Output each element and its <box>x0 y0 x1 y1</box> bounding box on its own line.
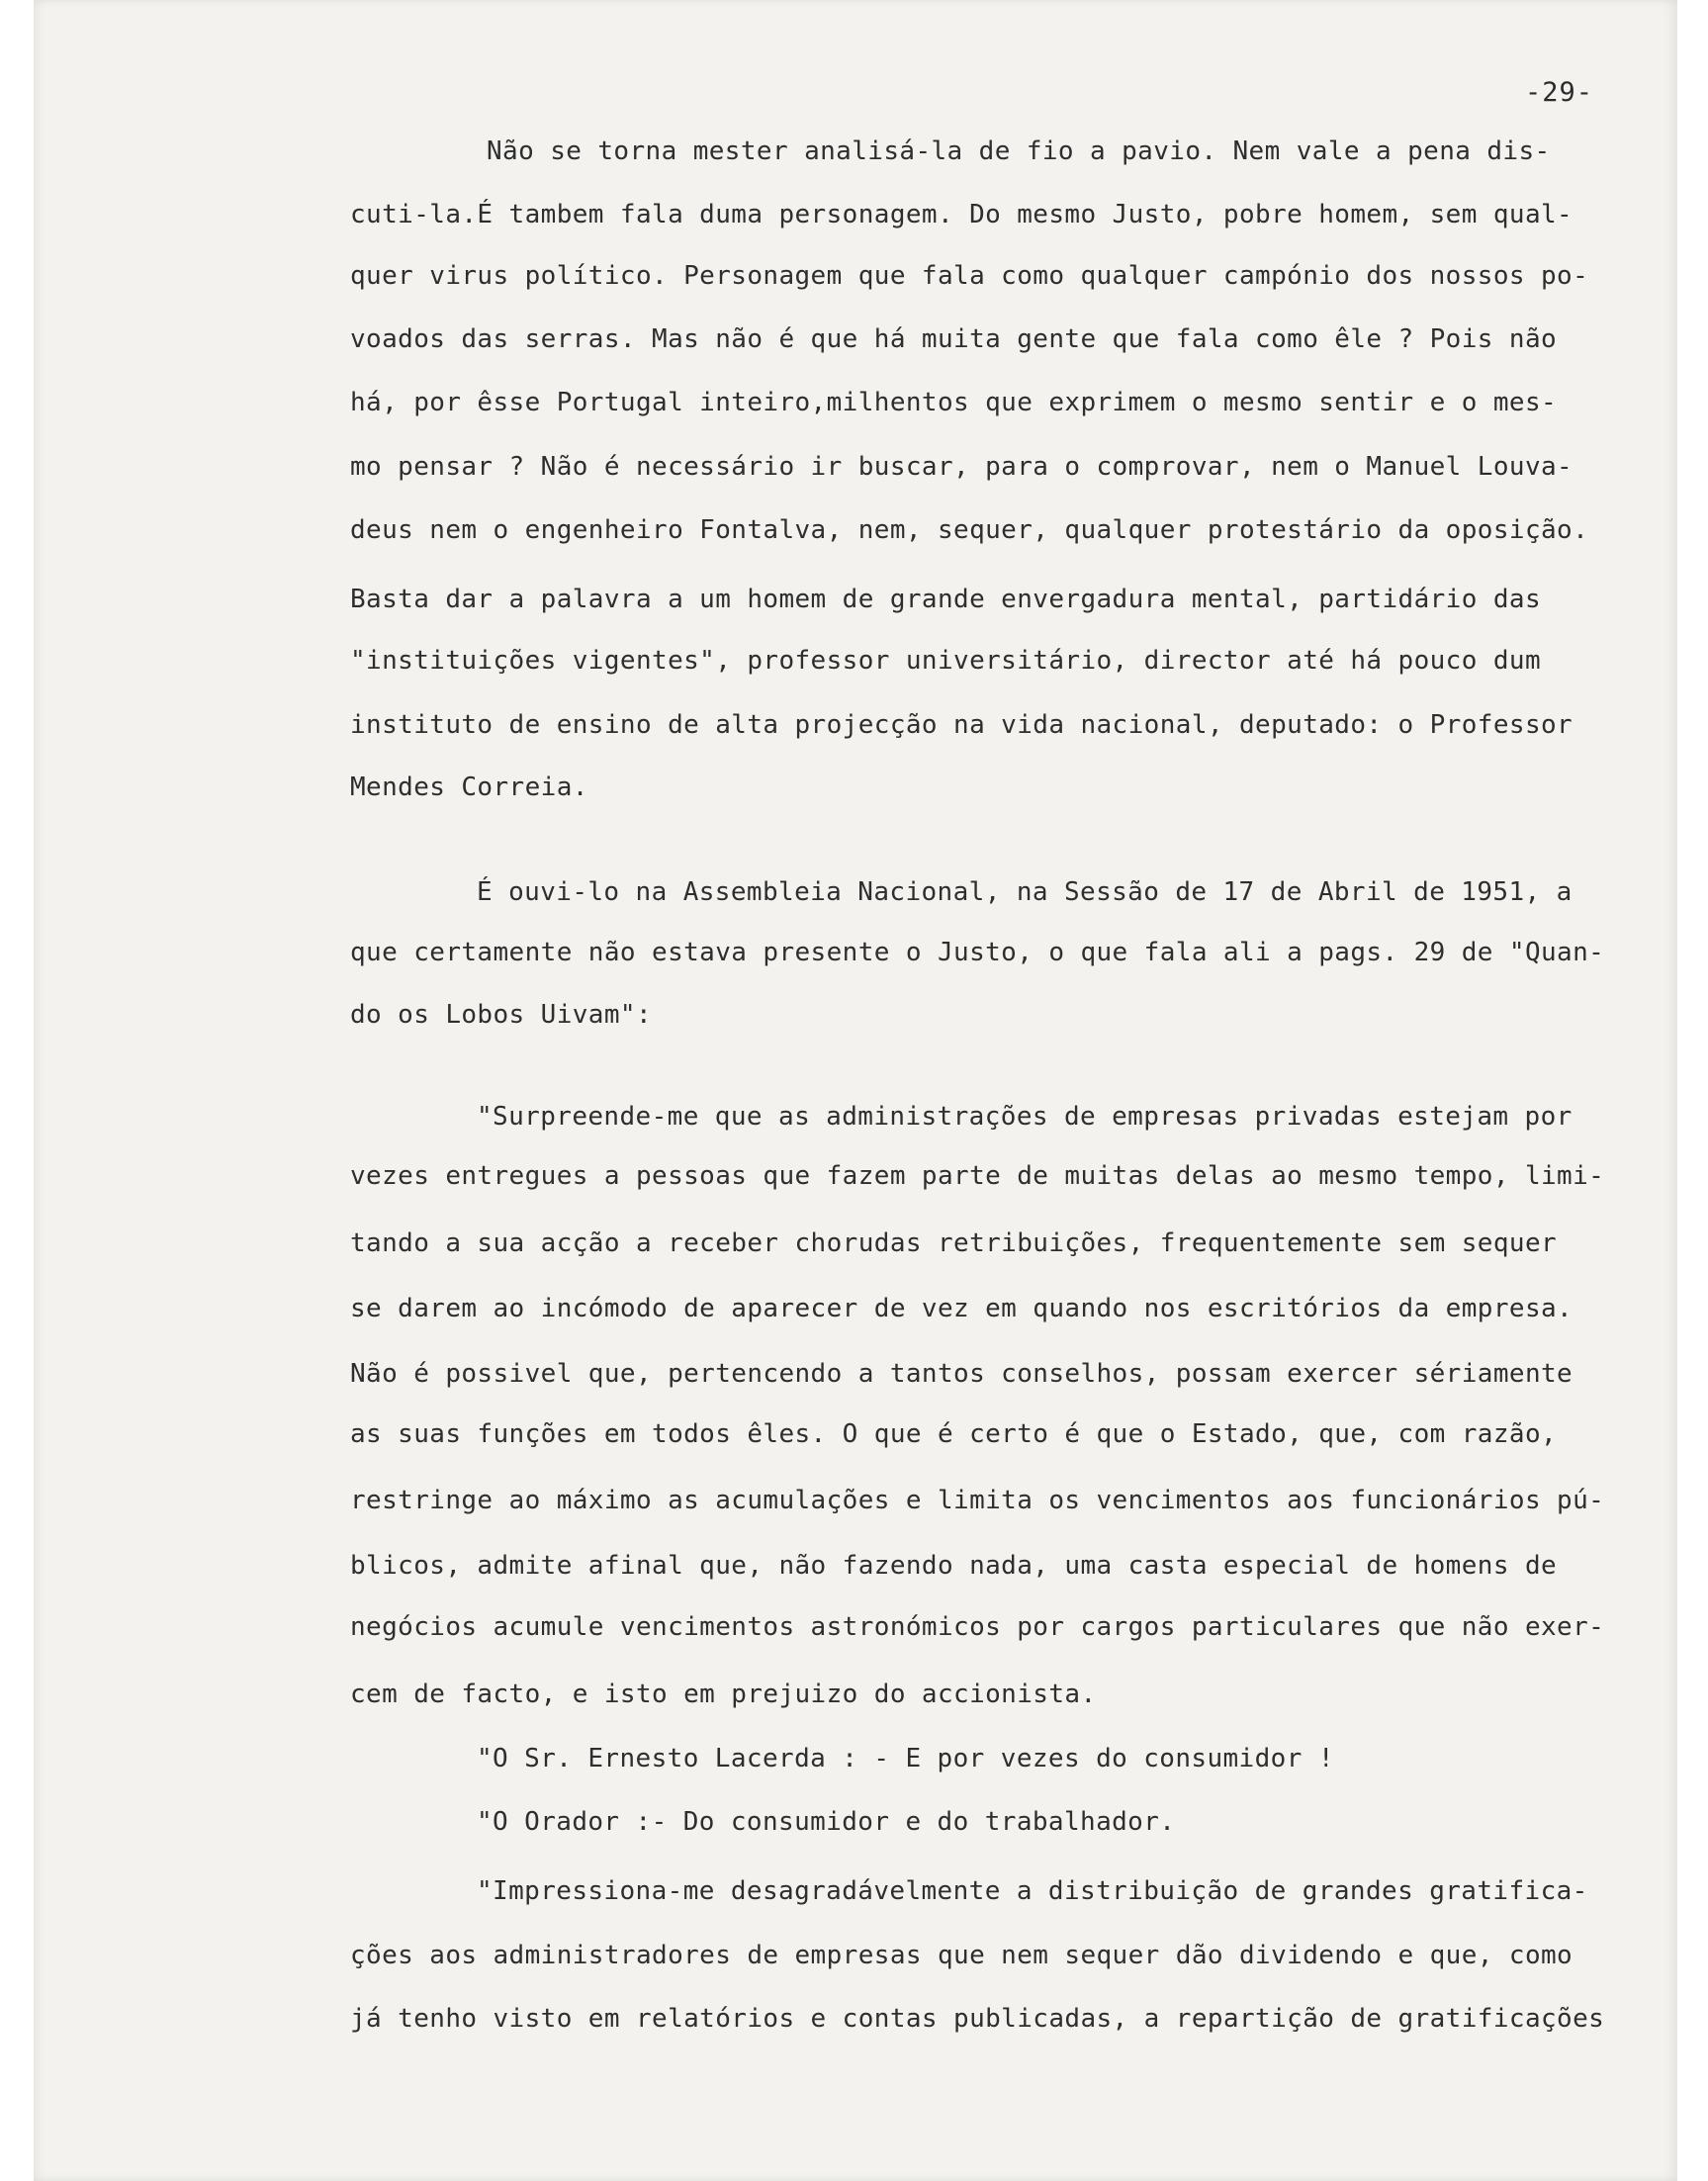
text-line: se darem ao incómodo de aparecer de vez em quando nos escritórios da empresa. <box>350 1294 1573 1323</box>
text-line: vezes entregues a pessoas que fazem parte de muitas delas ao mesmo tempo, limi- <box>350 1161 1605 1191</box>
text-line: quer virus político. Personagem que fala como qualquer campónio dos nossos po- <box>350 261 1589 291</box>
text-line: Não é possivel que, pertencendo a tantos conselhos, possam exercer sériamente <box>350 1359 1573 1389</box>
text-line: deus nem o engenheiro Fontalva, nem, sequer, qualquer protestário da oposição. <box>350 515 1589 545</box>
text-line: mo pensar ? Não é necessário ir buscar, para o comprovar, nem o Manuel Louva- <box>350 452 1573 482</box>
text-line: há, por êsse Portugal inteiro,milhentos que exprimem o mesmo sentir e o mes- <box>350 388 1558 417</box>
text-line: "O Sr. Ernesto Lacerda : - E por vezes do consumidor ! <box>477 1744 1334 1773</box>
typed-page <box>34 0 1677 2181</box>
text-line: já tenho visto em relatórios e contas publicadas, a repartição de gratificações <box>350 2004 1605 2034</box>
text-line: tando a sua acção a receber chorudas retribuições, frequentemente sem sequer <box>350 1228 1558 1258</box>
text-line: ções aos administradores de empresas que nem sequer dão dividendo e que, como <box>350 1941 1573 1970</box>
text-line: instituto de ensino de alta projecção na vida nacional, deputado: o Professor <box>350 710 1573 740</box>
text-line: Mendes Correia. <box>350 772 588 802</box>
text-line: "instituições vigentes", professor universitário, director até há pouco dum <box>350 646 1541 676</box>
text-line: Basta dar a palavra a um homem de grande envergadura mental, partidário das <box>350 585 1541 614</box>
text-line: "O Orador :- Do consumidor e do trabalhador. <box>477 1807 1176 1837</box>
text-line: cuti-la.É tambem fala duma personagem. Do mesmo Justo, pobre homem, sem qual- <box>350 200 1573 229</box>
text-line: Não se torna mester analisá-la de fio a pavio. Nem vale a pena dis- <box>487 136 1551 166</box>
text-line: voados das serras. Mas não é que há muita gente que fala como êle ? Pois não <box>350 324 1558 354</box>
text-line: as suas funções em todos êles. O que é certo é que o Estado, que, com razão, <box>350 1419 1558 1449</box>
text-line: blicos, admite afinal que, não fazendo nada, uma casta especial de homens de <box>350 1551 1558 1581</box>
text-line: que certamente não estava presente o Justo, o que fala ali a pags. 29 de "Quan- <box>350 938 1605 967</box>
text-line: do os Lobos Uivam": <box>350 1000 653 1030</box>
text-line: restringe ao máximo as acumulações e limita os vencimentos aos funcionários pú- <box>350 1486 1605 1515</box>
text-line: negócios acumule vencimentos astronómicos por cargos particulares que não exer- <box>350 1612 1605 1642</box>
text-line: "Impressiona-me desagradávelmente a distribuição de grandes gratifica- <box>477 1876 1588 1906</box>
text-line: É ouvi-lo na Assembleia Nacional, na Sessão de 17 de Abril de 1951, a <box>477 877 1573 907</box>
page-number: -29- <box>1525 77 1594 108</box>
text-line: cem de facto, e isto em prejuizo do accionista. <box>350 1680 1097 1709</box>
text-line: "Surpreende-me que as administrações de empresas privadas estejam por <box>477 1102 1573 1132</box>
